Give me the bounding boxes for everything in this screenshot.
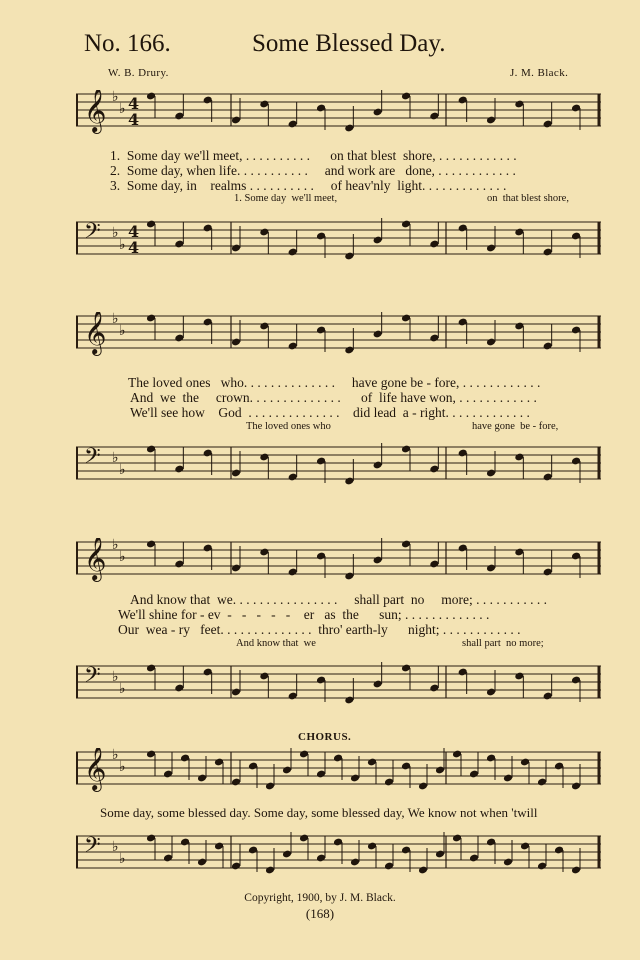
copyright-line: Copyright, 1900, by J. M. Black. bbox=[244, 892, 396, 904]
time-signature-digit: 4 bbox=[128, 238, 140, 257]
chorus-label: CHORUS. bbox=[298, 731, 352, 743]
verse-3-line-3: Our wea - ry feet. . . . . . . . . . . . . . thro' earth-ly night; . . . . . . . . . . . . bbox=[118, 622, 521, 637]
verse-1-line-2: The loved ones who. . . . . . . . . . . . . . have gone be - fore, . . . . . . . . . . . . bbox=[128, 375, 541, 390]
page-number: (168) bbox=[305, 906, 335, 921]
flat-icon: ♭ bbox=[119, 237, 126, 253]
time-signature-digit: 4 bbox=[128, 94, 140, 113]
bass-staff-2 bbox=[76, 443, 601, 485]
hymn-number: No. 166. bbox=[84, 30, 171, 57]
treble-staff-1 bbox=[76, 90, 601, 132]
treble-clef-icon: 𝄞 bbox=[84, 90, 107, 132]
bass-echo-2b: have gone be - fore, bbox=[472, 421, 559, 432]
bass-clef-icon: 𝄢 bbox=[84, 444, 101, 474]
flat-icon: ♭ bbox=[112, 748, 119, 763]
flat-icon: ♭ bbox=[112, 839, 119, 855]
flat-icon: ♭ bbox=[119, 462, 126, 478]
flat-icon: ♭ bbox=[119, 759, 126, 775]
treble-clef-icon: 𝄞 bbox=[84, 538, 107, 580]
treble-staff-3 bbox=[76, 538, 601, 580]
bass-echo-1a: 1. Some day we'll meet, bbox=[234, 193, 338, 204]
verse-1-line-3: And know that we. . . . . . . . . . . . . . . . shall part no more; . . . . . . . . . . . bbox=[130, 592, 547, 607]
hymn-title: Some Blessed Day. bbox=[252, 30, 446, 57]
flat-icon: ♭ bbox=[112, 450, 119, 466]
lyricist-credit: W. B. Drury. bbox=[108, 67, 169, 79]
verse-3-line-1: 3. Some day, in realms . . . . . . . . . . of heav'nly light. . . . . . . . . . . . . bbox=[110, 178, 507, 193]
flat-icon: ♭ bbox=[112, 90, 119, 105]
flat-icon: ♭ bbox=[112, 225, 119, 241]
chorus-lyric: Some day, some blessed day. Some day, some blessed day, We know not when 'twill bbox=[100, 805, 538, 820]
verse-1-line-1: 1. Some day we'll meet, . . . . . . . . . . on that blest shore, . . . . . . . . . . . . bbox=[110, 148, 517, 163]
verse-2-line-3: We'll shine for - ev - - - - - er as the sun; . . . . . . . . . . . . . bbox=[118, 607, 490, 622]
bass-staff-1 bbox=[76, 218, 601, 260]
verse-2-line-2: And we the crown. . . . . . . . . . . . . . of life have won, . . . . . . . . . . . . bbox=[130, 390, 537, 405]
verse-2-line-1: 2. Some day, when life. . . . . . . . . . . and work are done, . . . . . . . . . . . . bbox=[110, 163, 516, 178]
flat-icon: ♭ bbox=[119, 323, 126, 339]
bass-clef-icon: 𝄢 bbox=[84, 663, 101, 693]
flat-icon: ♭ bbox=[119, 681, 126, 697]
flat-icon: ♭ bbox=[119, 101, 126, 117]
flat-icon: ♭ bbox=[119, 549, 126, 565]
flat-icon: ♭ bbox=[112, 669, 119, 685]
treble-clef-icon: 𝄞 bbox=[84, 748, 107, 790]
chorus-bass-staff bbox=[76, 832, 601, 874]
flat-icon: ♭ bbox=[112, 312, 119, 327]
bass-clef-icon: 𝄢 bbox=[84, 833, 101, 863]
bass-echo-2a: The loved ones who bbox=[246, 421, 331, 432]
bass-echo-1b: on that blest shore, bbox=[487, 193, 569, 204]
flat-icon: ♭ bbox=[119, 851, 126, 867]
flat-icon: ♭ bbox=[112, 538, 119, 553]
composer-credit: J. M. Black. bbox=[510, 67, 569, 79]
verse-3-line-2: We'll see how God . . . . . . . . . . . . . . did lead a - right. . . . . . . . . . . . . bbox=[130, 405, 530, 420]
bass-clef-icon: 𝄢 bbox=[84, 219, 101, 249]
bass-echo-3b: shall part no more; bbox=[462, 638, 544, 649]
chorus-treble-staff bbox=[76, 748, 601, 790]
time-signature-digit: 4 bbox=[128, 222, 140, 241]
treble-clef-icon: 𝄞 bbox=[84, 312, 107, 354]
treble-staff-2 bbox=[76, 312, 601, 354]
bass-staff-3 bbox=[76, 662, 601, 704]
bass-echo-3a: And know that we bbox=[236, 638, 316, 649]
time-signature-digit: 4 bbox=[128, 110, 140, 129]
